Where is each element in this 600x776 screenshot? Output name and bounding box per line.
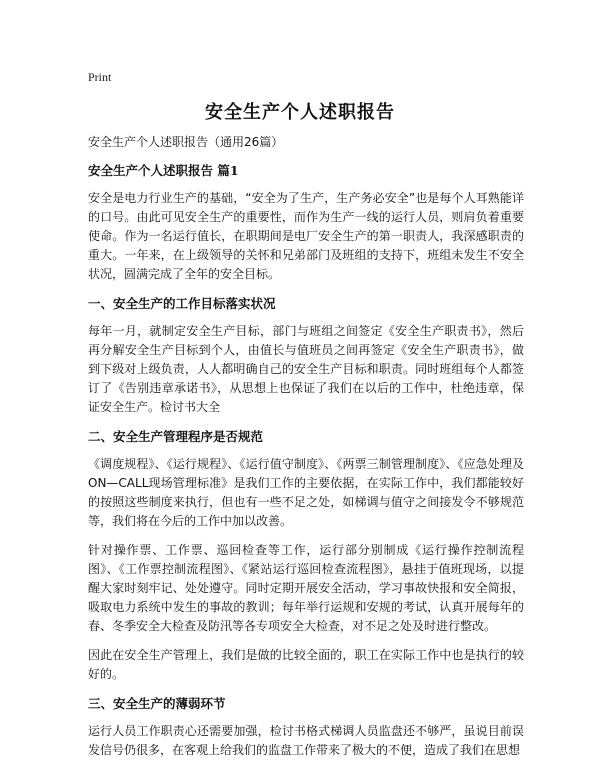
part-heading: 安全生产个人述职报告 篇1 — [88, 163, 239, 178]
page-title: 安全生产个人述职报告 — [205, 102, 395, 123]
section-2-paragraph: 《调度规程》、《运行规程》、《运行值守制度》、《两票三制管理制度》、《应急处理及ON—CALL现场管理标准》是我们工作的主要依据，在实际工作中，我们都能较好的按照这些制度来执行，但也有一些不足之处，如梯调与值守之间接发令不够规范等，我们将在今后的工作中加以改善。 — [88, 457, 524, 528]
section-2-heading: 二、安全生产管理程序是否规范 — [88, 429, 264, 444]
section-3-paragraph: 运行人员工作职责心还需要加强，检讨书格式梯调人员监盘还不够严，虽说目前误发信号仍很多，在客观上给我们的监盘工作带来了极大的不便，造成了我们在思想 — [88, 724, 524, 757]
document-body — [88, 133, 524, 770]
section-1-paragraph: 每年一月，就制定安全生产目标，部门与班组之间签定《安全生产职责书》，然后再分解安全生产目标到个人，由值长与值班员之间再签定《安全生产职责书》，做到下级对上级负责，人人都明确自己的安全生产目标和职责。同时班组每个人都签订了《告别违章承诺书》，从思想上也保证了我们在以后的工作中，杜绝违章，保证安全生产。检讨书大全 — [88, 324, 524, 414]
section-3-heading: 三、安全生产的薄弱环节 — [88, 696, 226, 711]
document-subtitle: 安全生产个人述职报告（通用26篇） — [88, 135, 284, 149]
section-2-paragraph: 针对操作票、工作票、巡回检查等工作，运行部分别制成《运行操作控制流程图》、《工作票控制流程图》、《紧站运行巡回检查流程图》，悬挂于值班现场，以提醒大家时刻牢记、处处遵守。同时定期开展安全活动，学习事故快报和安全简报，吸取电力系统中发生的事故的教训；每年举行运规和安规的考试，认真开展每年的春、冬季安全大检查及防汛等各专项安全大检查，对不足之处及时进行整改。 — [88, 543, 524, 633]
section-2-paragraph: 因此在安全生产管理上，我们是做的比较全面的，职工在实际工作中也是执行的较好的。 — [88, 648, 524, 681]
intro-paragraph: 安全是电力行业生产的基础，“安全为了生产，生产务必安全”也是每个人耳熟能详的口号。由此可见安全生产的重要性，而作为生产一线的运行人员，则肩负着重要使命。作为一名运行值长，在职期间是电厂安全生产的第一职责人，我深感职责的重大。一年来，在上级领导的关怀和兄弟部门及班组的支持下，班组未发生不安全状况，圆满完成了全年的安全目标。 — [88, 191, 524, 281]
section-1-heading: 一、安全生产的工作目标落实状况 — [88, 296, 276, 311]
print-link[interactable]: Print — [88, 70, 112, 84]
